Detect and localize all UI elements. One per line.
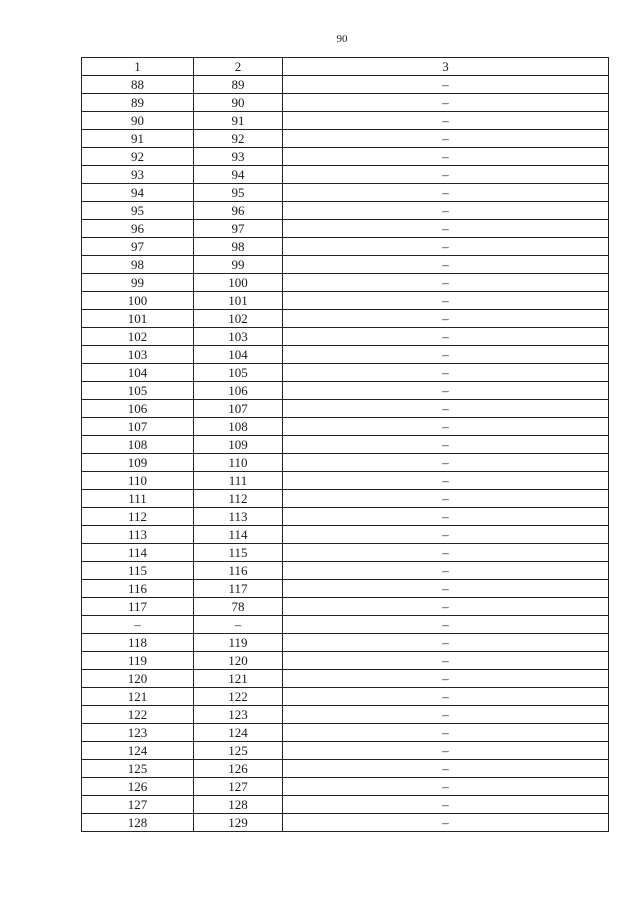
table-cell-col-3: – [283,508,609,526]
table-row [82,508,609,526]
table-row [82,382,609,400]
table-cell-col-1: 91 [82,130,194,148]
table-cell-col-2: 111 [194,472,283,490]
table-row [82,454,609,472]
table-cell-col-1: 99 [82,274,194,292]
table-cell-col-3: – [283,130,609,148]
table-row [82,400,609,418]
table-cell-col-2: 108 [194,418,283,436]
table-cell-col-2: 124 [194,724,283,742]
table-cell-col-2: 110 [194,454,283,472]
table-cell-col-1: 93 [82,166,194,184]
table-cell-col-3: – [283,166,609,184]
table-cell-col-1: 118 [82,634,194,652]
table-cell-col-3: – [283,616,609,634]
table-cell-col-2: 90 [194,94,283,112]
table-cell-col-2: – [194,616,283,634]
table-cell-col-1: 116 [82,580,194,598]
table-cell-col-2: 104 [194,346,283,364]
table-row [82,472,609,490]
table-cell-col-2: 128 [194,796,283,814]
table-row [82,760,609,778]
table-row [82,328,609,346]
table-row [82,94,609,112]
table-row [82,490,609,508]
table-cell-col-3: – [283,364,609,382]
table-cell-col-1: 97 [82,238,194,256]
table-cell-col-1: 90 [82,112,194,130]
table-cell-col-1: 112 [82,508,194,526]
table-cell-col-2: 112 [194,490,283,508]
table-cell-col-3: – [283,706,609,724]
table-cell-col-3: – [283,202,609,220]
table-cell-col-1: 122 [82,706,194,724]
table-cell-col-1: 100 [82,292,194,310]
table-cell-col-2: 125 [194,742,283,760]
table-cell-col-1: 119 [82,652,194,670]
table-row [82,112,609,130]
table-row [82,580,609,598]
table-cell-col-1: 88 [82,76,194,94]
table-row [82,274,609,292]
table-cell-col-1: 104 [82,364,194,382]
table-row [82,670,609,688]
table-cell-col-3: – [283,112,609,130]
table-cell-col-2: 116 [194,562,283,580]
table-cell-col-2: 117 [194,580,283,598]
table-row [82,652,609,670]
table-cell-col-1: 95 [82,202,194,220]
table-cell-col-3: – [283,760,609,778]
table-cell-col-1: 110 [82,472,194,490]
table-cell-col-3: – [283,526,609,544]
table-cell-col-2: 99 [194,256,283,274]
table-cell-col-1: 124 [82,742,194,760]
table-header-row [82,58,609,76]
table-cell-col-3: – [283,436,609,454]
table-cell-col-1: 120 [82,670,194,688]
table-cell-col-2: 129 [194,814,283,832]
table-cell-col-1: 109 [82,454,194,472]
table-row [82,292,609,310]
table-row [82,76,609,94]
table-cell-col-1: 111 [82,490,194,508]
table-cell-col-1: 121 [82,688,194,706]
table-row [82,418,609,436]
table-cell-col-2: 126 [194,760,283,778]
table-cell-col-3: – [283,382,609,400]
table-row [82,688,609,706]
table-cell-col-2: 105 [194,364,283,382]
table-row [82,724,609,742]
table-cell-col-2: 96 [194,202,283,220]
table-row [82,562,609,580]
table-cell-col-1: 101 [82,310,194,328]
table-cell-col-2: 119 [194,634,283,652]
table-cell-col-2: 120 [194,652,283,670]
table-row [82,220,609,238]
table-cell-col-2: 97 [194,220,283,238]
table-row [82,346,609,364]
table-row [82,706,609,724]
table-cell-col-1: 108 [82,436,194,454]
column-header-3: 3 [283,58,609,76]
table-cell-col-1: 126 [82,778,194,796]
table-cell-col-1: – [82,616,194,634]
table-cell-col-1: 125 [82,760,194,778]
table-cell-col-1: 106 [82,400,194,418]
table-cell-col-3: – [283,454,609,472]
table-cell-col-3: – [283,472,609,490]
table-cell-col-3: – [283,274,609,292]
table-cell-col-1: 117 [82,598,194,616]
table-cell-col-3: – [283,634,609,652]
table-cell-col-3: – [283,220,609,238]
table-row [82,310,609,328]
table-cell-col-2: 95 [194,184,283,202]
table-cell-col-1: 114 [82,544,194,562]
table-cell-col-2: 101 [194,292,283,310]
table-cell-col-3: – [283,400,609,418]
table-body [82,58,609,832]
table-cell-col-3: – [283,418,609,436]
table-row [82,202,609,220]
table-cell-col-3: – [283,580,609,598]
table-cell-col-1: 113 [82,526,194,544]
table-cell-col-2: 107 [194,400,283,418]
column-header-1: 1 [82,58,194,76]
table-cell-col-1: 128 [82,814,194,832]
table-cell-col-2: 91 [194,112,283,130]
table-cell-col-2: 98 [194,238,283,256]
table-cell-col-3: – [283,238,609,256]
table-cell-col-3: – [283,490,609,508]
table-cell-col-1: 103 [82,346,194,364]
table-cell-col-3: – [283,742,609,760]
table-cell-col-2: 127 [194,778,283,796]
table-cell-col-1: 107 [82,418,194,436]
table-cell-col-1: 89 [82,94,194,112]
table-cell-col-3: – [283,562,609,580]
table-cell-col-2: 94 [194,166,283,184]
table-cell-col-3: – [283,184,609,202]
table-cell-col-3: – [283,148,609,166]
table-row [82,544,609,562]
table-cell-col-3: – [283,76,609,94]
table-row [82,148,609,166]
table-cell-col-3: – [283,670,609,688]
table-row [82,742,609,760]
table-row [82,796,609,814]
table-row [82,436,609,454]
table-cell-col-2: 103 [194,328,283,346]
table-cell-col-1: 115 [82,562,194,580]
table-cell-col-3: – [283,652,609,670]
table-cell-col-2: 122 [194,688,283,706]
table-cell-col-3: – [283,814,609,832]
table-cell-col-2: 78 [194,598,283,616]
table-row [82,778,609,796]
table-row [82,364,609,382]
table-cell-col-2: 109 [194,436,283,454]
table-cell-col-2: 106 [194,382,283,400]
table-row [82,166,609,184]
table-cell-col-1: 127 [82,796,194,814]
table-cell-col-3: – [283,544,609,562]
table-cell-col-1: 102 [82,328,194,346]
table-row [82,634,609,652]
table-cell-col-2: 100 [194,274,283,292]
table-row [82,616,609,634]
table-cell-col-1: 105 [82,382,194,400]
table-row [82,238,609,256]
table-cell-col-2: 93 [194,148,283,166]
table-cell-col-2: 123 [194,706,283,724]
table-cell-col-3: – [283,688,609,706]
table-cell-col-2: 89 [194,76,283,94]
table-cell-col-2: 114 [194,526,283,544]
table-cell-col-1: 96 [82,220,194,238]
table-cell-col-3: – [283,292,609,310]
table-row [82,256,609,274]
table-cell-col-2: 115 [194,544,283,562]
table-cell-col-3: – [283,256,609,274]
table-cell-col-1: 92 [82,148,194,166]
document-table [81,57,609,832]
table-cell-col-2: 121 [194,670,283,688]
table-cell-col-3: – [283,598,609,616]
table-cell-col-1: 98 [82,256,194,274]
table-cell-col-2: 102 [194,310,283,328]
table-cell-col-3: – [283,346,609,364]
table-cell-col-3: – [283,310,609,328]
table-cell-col-1: 123 [82,724,194,742]
table-cell-col-2: 92 [194,130,283,148]
page-number: 90 [336,33,348,45]
table-cell-col-2: 113 [194,508,283,526]
table-row [82,184,609,202]
table-cell-col-3: – [283,328,609,346]
table-row [82,814,609,832]
table-cell-col-3: – [283,796,609,814]
table-cell-col-3: – [283,778,609,796]
table-row [82,598,609,616]
column-header-2: 2 [194,58,283,76]
table-cell-col-1: 94 [82,184,194,202]
table-row [82,526,609,544]
table-row [82,130,609,148]
table-cell-col-3: – [283,94,609,112]
table-cell-col-3: – [283,724,609,742]
